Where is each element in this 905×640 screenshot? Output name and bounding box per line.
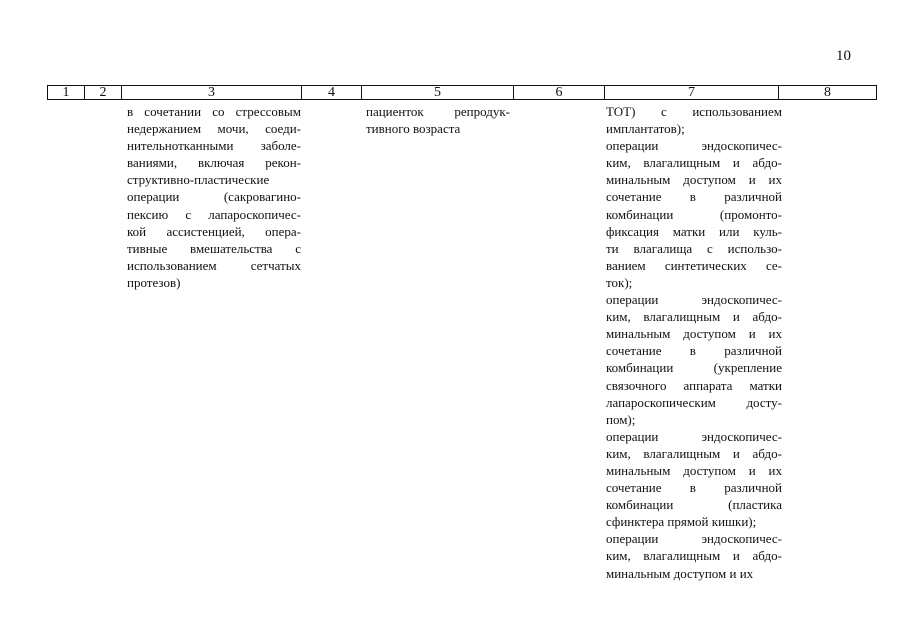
text-line: ким, влагалищным и абдо- [606,155,782,171]
text-line: нительнотканными заболе- [127,138,301,154]
text-line: тивные вмешательства с [127,240,301,256]
text-line: ким, влагалищным и абдо- [606,309,782,325]
text-line: недержанием мочи, соеди- [127,121,301,137]
text-line: пексию с лапароскопичес- [127,206,301,222]
text-line: тивного возраста [366,121,461,137]
table-header-row [47,85,877,100]
text-line: сочетание в различной [606,189,782,205]
header-cell-3: 3 [122,86,302,99]
text-line: использованием сетчатых [127,257,301,273]
text-line: ти влагалища с использо- [606,240,782,256]
header-cell-1: 1 [48,86,85,99]
text-line: операции эндоскопичес- [606,428,782,444]
text-line: сочетание в различной [606,343,782,359]
text-line: сочетание в различной [606,480,782,496]
text-line: минальным доступом и их [606,326,782,342]
header-cell-4: 4 [302,86,362,99]
text-line: имплантатов); [606,121,685,137]
text-line: в сочетании со стрессовым [127,104,301,119]
text-line: связочного аппарата матки [606,377,782,393]
text-line: минальным доступом и их [606,462,782,478]
text-line: комбинации (пластика [606,497,782,513]
text-line: ким, влагалищным и абдо- [606,445,782,461]
column-5-text [366,103,510,137]
text-line: пом); [606,411,636,427]
text-line: сфинктера прямой кишки); [606,514,757,530]
text-line: комбинации (укрепление [606,360,782,376]
text-line: ким, влагалищным и абдо- [606,548,782,564]
text-line: лапароскопическим досту- [606,394,782,410]
text-line: ваниями, включая рекон- [127,155,301,171]
column-7-text [606,103,782,582]
text-line: операции эндоскопичес- [606,292,782,308]
text-line: кой ассистенцией, опера- [127,223,301,239]
page-number: 10 [836,48,851,64]
header-cell-5: 5 [362,86,514,99]
column-3-text [127,103,301,291]
header-cell-2: 2 [85,86,122,99]
text-line: структивно-пластические [127,172,270,188]
text-line: пациенток репродук- [366,104,510,119]
header-cell-6: 6 [514,86,605,99]
text-line: ванием синтетических се- [606,257,782,273]
text-line: протезов) [127,274,181,290]
text-line: фиксация матки или куль- [606,223,782,239]
text-line: минальным доступом и их [606,172,782,188]
text-line: операции эндоскопичес- [606,138,782,154]
text-line: комбинации (промонто- [606,206,782,222]
text-line: операции (сакровагино- [127,189,301,205]
text-line: ТОТ) с использованием [606,104,782,119]
text-line: ток); [606,274,633,290]
text-line: операции эндоскопичес- [606,531,782,547]
text-line: минальным доступом и их [606,565,754,581]
header-cell-7: 7 [605,86,779,99]
header-cell-8: 8 [824,85,831,100]
